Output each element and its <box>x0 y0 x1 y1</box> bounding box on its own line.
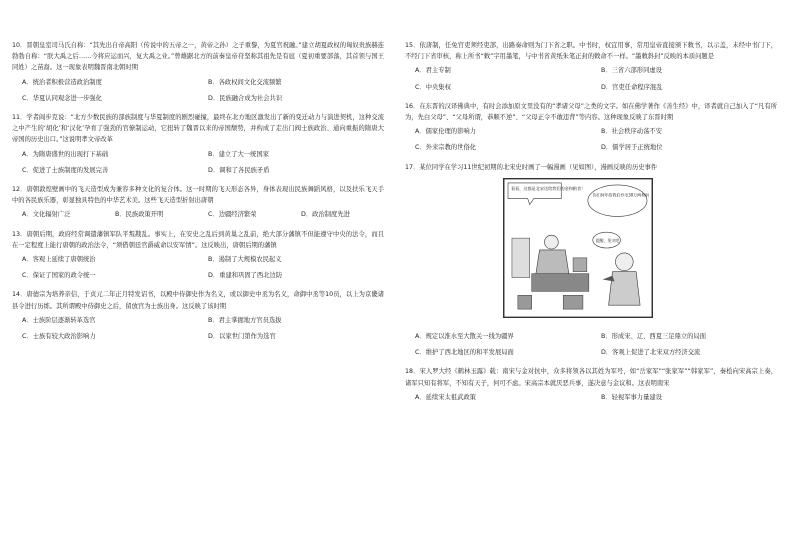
question-11 <box>12 112 384 181</box>
option-a[interactable]: A．统治者积极营造政治制度 <box>22 78 102 86</box>
question-stem: 11．学者阎步克说：“北方少数民族的部族制度与华夏制度的剧烈碰撞，最终在北方地区激发出了新的变迁动力与演进契机，这种交流之中产生的‘胡化’和‘汉化’孕育了强劲的官僚制运动，它扭转了魏晋以来的帝国颓势，并构成了走出门阀士族政治、通向重振的隋唐大帝国的历史出口。”这说明孝文帝改革 <box>12 114 384 144</box>
options <box>405 392 777 408</box>
question-stem: 17．某位同学在学习11世纪初期的北宋史时画了一幅漫画（见如图），漫画反映的历史事件 <box>405 163 658 171</box>
option-a[interactable]: A．士族阶层逐渐转革选官 <box>22 316 96 324</box>
option-d[interactable]: D．客观上促进了北宋双方经济交流 <box>601 349 701 357</box>
question-stem: 18．宋人罗大经《鹤林玉露》载：南宋与金对抗中，众多将领各以其姓为军号，如“岳家军”“张家军”“韩家军”，秦桧向宋高宗上奏，诸军只知有将军，不知有天子，何可不虑。宋高宗本就厌恶兵事，遂决意与金议和。这表明南宋 <box>405 368 777 387</box>
option-b[interactable]: B．君主掌握地方官员选拔 <box>208 316 282 324</box>
option-a[interactable]: A．为隋唐盛世的出现打下基础 <box>22 150 109 158</box>
option-c[interactable]: C．外来宗教的世俗化 <box>415 144 477 152</box>
speech-bubble-right <box>588 185 647 217</box>
options <box>12 315 384 347</box>
door-icon <box>512 238 530 277</box>
question-17 <box>405 162 777 364</box>
option-b[interactable]: B．轻视军事力量建设 <box>601 393 662 401</box>
option-d[interactable]: D．民族融合成为社会共识 <box>208 94 283 102</box>
table-icon <box>532 273 589 291</box>
question-12 <box>12 184 384 226</box>
question-stem: 15．依唐制，任免官吏须经吏部，出路奏命则为门下省之职。中书时，权宜用事，常用皇帝直接颁下敕书，以示盖，未经中书门下，不经门下省审核，称上所书“敕”字用墨笔，与中书省黄纸朱笔正封的敕命不一样。“墨敕斜封”反映的本质问题是 <box>405 42 777 61</box>
bubble-left-text: 看看，这都是北宋送给我们的金和粮食！ <box>510 185 586 191</box>
option-d[interactable]: D．儒学居于正统地位 <box>601 144 663 152</box>
options <box>12 149 384 181</box>
option-a[interactable]: A．儒家伦理的影响力 <box>415 128 476 136</box>
bubble-right-text: 你们何年给我们岁币30万两和绢 <box>592 192 649 198</box>
option-c[interactable]: C．保证了国家的政令统一 <box>22 272 96 280</box>
envoy-body-icon <box>609 271 641 305</box>
question-10 <box>12 40 384 109</box>
option-a[interactable]: A．文化辐射广泛 <box>22 211 71 219</box>
options <box>12 209 384 225</box>
option-c[interactable]: C．边疆经济繁荣 <box>208 211 257 219</box>
option-b[interactable]: B．各政权间文化交流频繁 <box>208 78 282 86</box>
option-a[interactable]: A．延续宋太祖武政策 <box>415 393 476 401</box>
question-stem: 13．唐朝后期，政府经常调遣藩镇军队平叛戡乱。事实上，在安史之乱后到黄巢之乱前，绝大部分藩镇不但能遵守中央的法令，而且在一定程度上能行唐朝的政治法令，“须借朝廷官爵威命以安军情”。这反映出，唐朝后期的藩镇 <box>12 230 384 249</box>
option-b[interactable]: B．民族政策开明 <box>115 211 164 219</box>
question-stem: 14．唐德宗为培养亲信，于贞元二年正月特发诏书，以殿中侍御史作为名义，或以御史中丞为名义，命御中丞等10员，以上为京畿诸县令进行历练。其所谓殿中侍御史之后，留放官为士族出身。这反映了该时期 <box>12 291 384 310</box>
options <box>405 65 777 97</box>
option-b[interactable]: B．三省六部形同虚设 <box>601 67 662 75</box>
envoy-head-icon <box>615 253 633 271</box>
option-a[interactable]: A．规定以淮水至大散关一线为疆界 <box>415 333 514 341</box>
emperor-head-icon <box>544 235 558 249</box>
option-c[interactable]: C．华夏认同观念进一步强化 <box>22 94 102 102</box>
options <box>12 77 384 109</box>
option-d[interactable]: D．以家世门第作为选官 <box>208 333 276 341</box>
question-16 <box>405 101 777 159</box>
option-c[interactable]: C．士族有较大政治影响力 <box>22 333 96 341</box>
vase-icon <box>518 295 532 309</box>
chest-icon <box>563 295 583 309</box>
question-14 <box>12 289 384 347</box>
option-b[interactable]: B．建立了大一统国家 <box>208 150 269 158</box>
options <box>405 126 777 158</box>
question-15 <box>405 40 777 98</box>
option-b[interactable]: B．形成宋、辽、西夏三足鼎立的局面 <box>601 333 707 341</box>
options <box>405 331 777 363</box>
option-c[interactable]: C．中央集权 <box>415 83 451 91</box>
option-c[interactable]: C．维护了西北地区的和平发展局面 <box>415 349 514 357</box>
option-b[interactable]: B．社会秩序动荡不安 <box>601 128 662 136</box>
question-18 <box>405 366 777 408</box>
option-d[interactable]: D．调和了各民族矛盾 <box>208 166 270 174</box>
option-c[interactable]: C．促进了士族制度的发展完善 <box>22 166 109 174</box>
question-stem: 10．晋朝皇室司马氏自称：“其先出自帝高阳（传说中的五帝之一，黄帝之孙）之子重黎，为夏官祝融。”建立胡夏政权的匈奴贵族赫连勃勃自称：“朕大禹之后……今将应运而兴，复大禹之业。”曾雄踞北方的前秦皇帝苻坚称其祖先是有扈（夏初重要部落，其首领与国王同姓）之苗裔。这一现象表明魏晋南北朝时期 <box>12 42 384 72</box>
treasure-chest-icon <box>573 258 587 272</box>
small-bubble-text: 提醒，免灾吧 <box>595 237 620 243</box>
option-b[interactable]: B．遏制了大规模农民起义 <box>208 256 282 264</box>
cartoon-illustration <box>503 178 653 318</box>
option-a[interactable]: A．君主专制 <box>415 67 451 75</box>
question-stem: 16．在东晋的汉译佛典中，有时会添加原文里没有的“孝诸父母”之类的文字。如在佛学著作《善生经》中，译者就自己加入了“凡有所为，先白父母”、“父母所谓，恭顺不逆”、“父母正令不敢违背”等内容。这种现象反映了东晋时期 <box>405 102 777 122</box>
left-column <box>12 40 384 350</box>
option-d[interactable]: D．官吏任命程序混乱 <box>601 83 663 91</box>
right-column <box>405 40 777 411</box>
emperor-body-icon <box>536 250 570 276</box>
question-13 <box>12 229 384 287</box>
option-d[interactable]: D．政治制度先进 <box>301 211 350 219</box>
option-a[interactable]: A．客观上延续了唐朝统治 <box>22 256 96 264</box>
question-stem: 12．唐朝敦煌壁画中的飞天造型成为兼容多种文化的复合体。这一时期的飞天形态各异，身体表现出民族舞蹈风格，以及扶乐飞天手中的各民族乐器，彰显独具特色的中华艺术美。这些飞天造型折射出唐朝 <box>12 186 384 205</box>
option-d[interactable]: D．重建和巩固了西北边防 <box>208 272 283 280</box>
options <box>12 254 384 286</box>
